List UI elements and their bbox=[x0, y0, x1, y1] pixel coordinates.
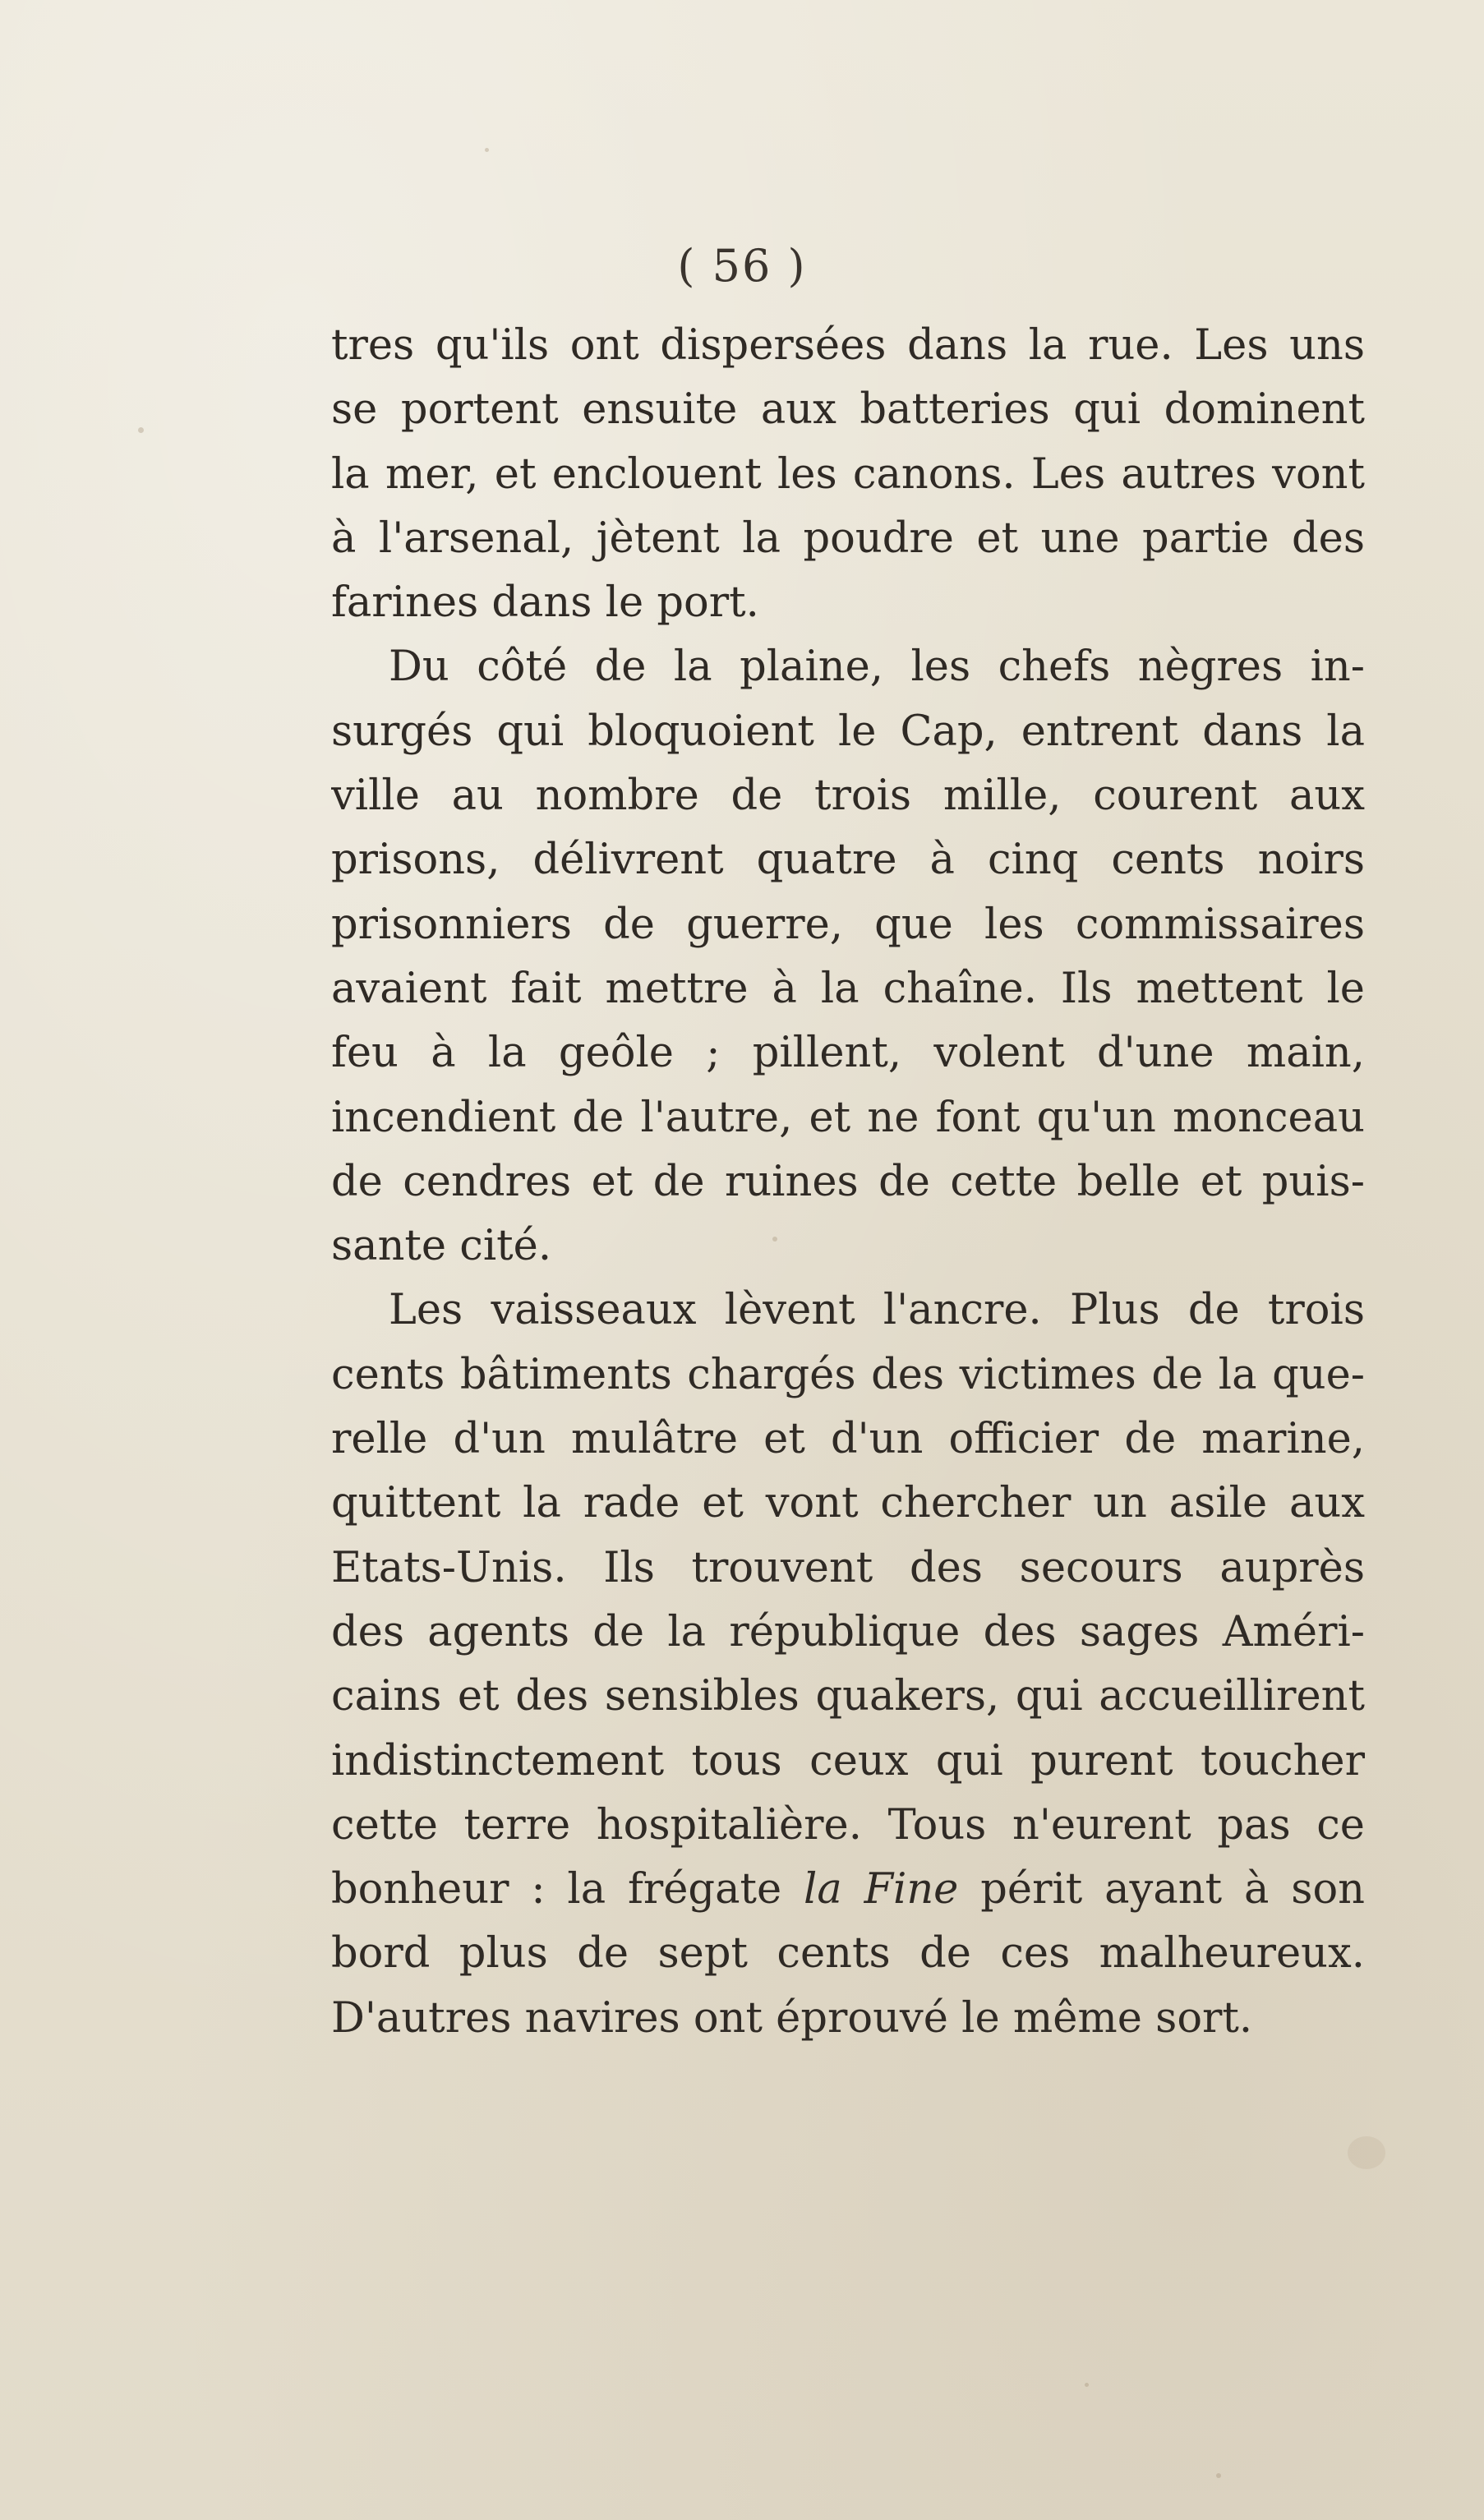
text-line: indistinctement tous ceux qui purent toucher bbox=[331, 1736, 1365, 1785]
text-line: feu à la geôle ; pillent, volent d'une main, bbox=[331, 1029, 1365, 1078]
text-line: avaient fait mettre à la chaîne. Ils mettent le bbox=[331, 964, 1365, 1013]
paper-stain bbox=[1348, 2136, 1385, 2169]
text-line: cains et des sensibles quakers, qui accueillirent bbox=[331, 1672, 1365, 1721]
text-line: bord plus de sept cents de ces malheureux. bbox=[331, 1929, 1365, 1979]
text-line: à l'arsenal, jètent la poudre et une partie des bbox=[331, 514, 1365, 563]
text-line: ville au nombre de trois mille, courent aux bbox=[331, 772, 1365, 821]
text-line: cents bâtiments chargés des victimes de la que- bbox=[331, 1350, 1365, 1399]
text-line: se portent ensuite aux batteries qui dominent bbox=[331, 385, 1365, 435]
text-line: la mer, et enclouent les canons. Les autres vont bbox=[331, 449, 1365, 499]
text-line: Etats-Unis. Ils trouvent des secours auprès bbox=[331, 1543, 1365, 1592]
ship-name: la Fine bbox=[804, 1865, 959, 1914]
text-line: des agents de la république des sages Améri- bbox=[331, 1607, 1365, 1656]
text-line: D'autres navires ont éprouvé le même sort. bbox=[331, 1993, 1253, 2043]
text-line: quittent la rade et vont chercher un asile aux bbox=[331, 1479, 1365, 1528]
text-line: prisonniers de guerre, que les commissaires bbox=[331, 900, 1365, 949]
text-line: tres qu'ils ont dispersées dans la rue. Les uns bbox=[331, 321, 1365, 370]
paper-speck bbox=[138, 427, 144, 433]
text-line: cette terre hospitalière. Tous n'eurent pas ce bbox=[331, 1800, 1365, 1850]
text-line: prisons, délivrent quatre à cinq cents noirs bbox=[331, 836, 1365, 885]
body-text bbox=[331, 314, 1365, 2051]
text-line: Du côté de la plaine, les chefs nègres in- bbox=[389, 643, 1365, 692]
text-line: sante cité. bbox=[331, 1222, 552, 1271]
paper-speck bbox=[1085, 2383, 1089, 2387]
text-span: périt ayant à son bbox=[958, 1865, 1365, 1914]
paper-speck bbox=[485, 148, 489, 152]
text-line bbox=[331, 1858, 1365, 1922]
text-line: farines dans le port. bbox=[331, 578, 759, 628]
paper-speck bbox=[1216, 2473, 1221, 2478]
text-line: incendient de l'autre, et ne font qu'un monceau bbox=[331, 1093, 1365, 1142]
text-line: relle d'un mulâtre et d'un officier de marine, bbox=[331, 1415, 1365, 1464]
text-line: surgés qui bloquoient le Cap, entrent dans la bbox=[331, 707, 1365, 756]
text-line: Les vaisseaux lèvent l'ancre. Plus de trois bbox=[389, 1286, 1365, 1335]
text-line: de cendres et de ruines de cette belle et puis- bbox=[331, 1157, 1365, 1206]
page-number: ( 56 ) bbox=[677, 240, 807, 292]
text-span: bonheur : la frégate bbox=[331, 1865, 804, 1914]
